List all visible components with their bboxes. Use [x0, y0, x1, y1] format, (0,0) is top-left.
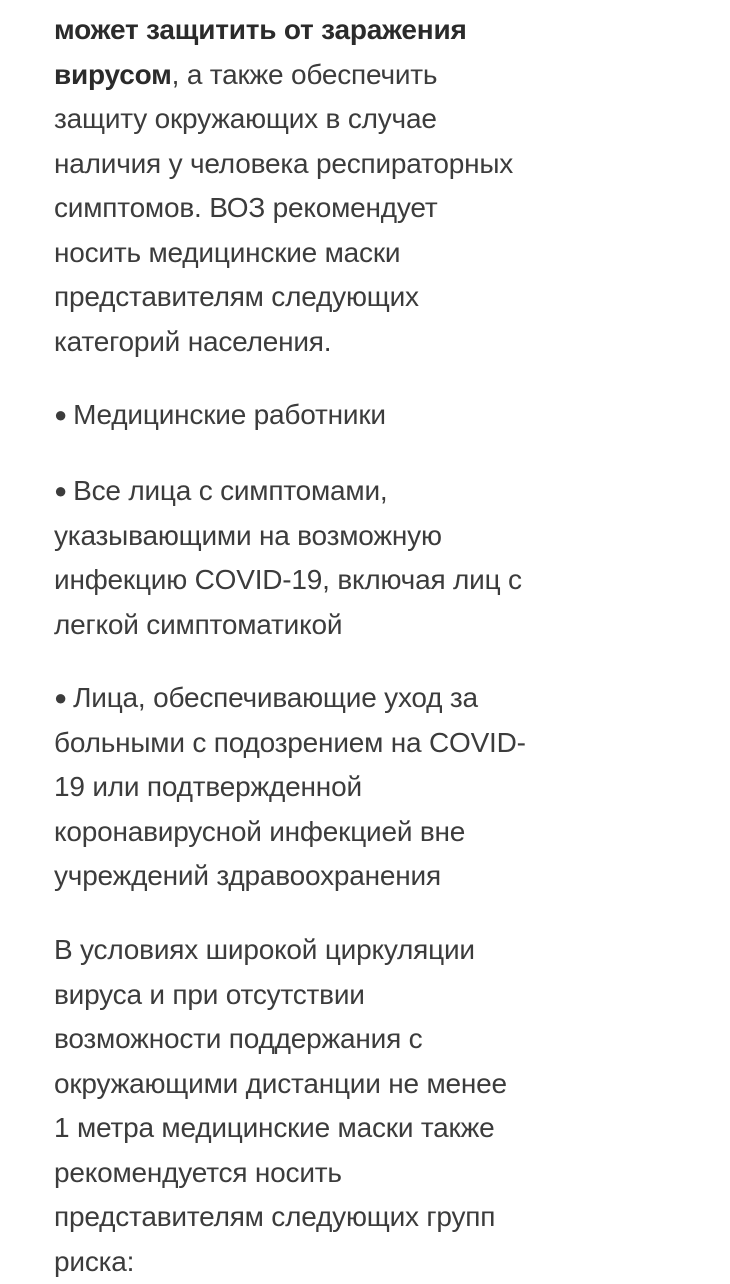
bullet-2-line-1: [54, 469, 522, 514]
bullet-2-text-1: Все лица с симптомами,: [73, 475, 387, 506]
intro-bold-virus: вирусом: [54, 59, 172, 90]
outro-line-5: 1 метра медицинские маски также: [54, 1106, 507, 1151]
bullet-3-line-3: 19 или подтвержденной: [54, 765, 526, 810]
bullet-2-line-4: легкой симптоматикой: [54, 603, 522, 648]
intro-line-2-rest: , а также обеспечить: [172, 59, 438, 90]
outro-paragraph: [54, 928, 507, 1284]
bullet-dot-icon: ●: [54, 685, 67, 710]
bullet-1-text: Медицинские работники: [73, 399, 386, 430]
intro-paragraph: [54, 8, 513, 364]
outro-line-8: риска:: [54, 1240, 507, 1284]
bullet-dot-icon: ●: [54, 402, 67, 427]
outro-line-7: представителям следующих групп: [54, 1195, 507, 1240]
list-item-symptomatic: [54, 469, 522, 647]
list-item-medical-workers: [54, 393, 386, 438]
intro-line-4: наличия у человека респираторных: [54, 142, 513, 187]
bullet-3-line-4: коронавирусной инфекцией вне: [54, 810, 526, 855]
outro-line-3: возможности поддержания с: [54, 1017, 507, 1062]
list-item-caregivers: [54, 676, 526, 899]
intro-line-7: представителям следующих: [54, 275, 513, 320]
bullet-2-line-3: инфекцию COVID-19, включая лиц с: [54, 558, 522, 603]
bullet-dot-icon: ●: [54, 478, 67, 503]
intro-line-6: носить медицинские маски: [54, 231, 513, 276]
bullet-1-line-1: [54, 393, 386, 438]
outro-line-4: окружающими дистанции не менее: [54, 1062, 507, 1107]
intro-line-3: защиту окружающих в случае: [54, 97, 513, 142]
intro-line-5: симптомов. ВОЗ рекомендует: [54, 186, 513, 231]
outro-line-1: В условиях широкой циркуляции: [54, 928, 507, 973]
bullet-3-text-1: Лица, обеспечивающие уход за: [73, 682, 478, 713]
intro-line-1: может защитить от заражения: [54, 8, 513, 53]
outro-line-2: вируса и при отсутствии: [54, 973, 507, 1018]
intro-line-2: [54, 53, 513, 98]
outro-line-6: рекомендуется носить: [54, 1151, 507, 1196]
bullet-3-line-5: учреждений здравоохранения: [54, 854, 526, 899]
intro-line-8: категорий населения.: [54, 320, 513, 365]
bullet-3-line-1: [54, 676, 526, 721]
bullet-2-line-2: указывающими на возможную: [54, 514, 522, 559]
bullet-3-line-2: больными с подозрением на COVID-: [54, 721, 526, 766]
